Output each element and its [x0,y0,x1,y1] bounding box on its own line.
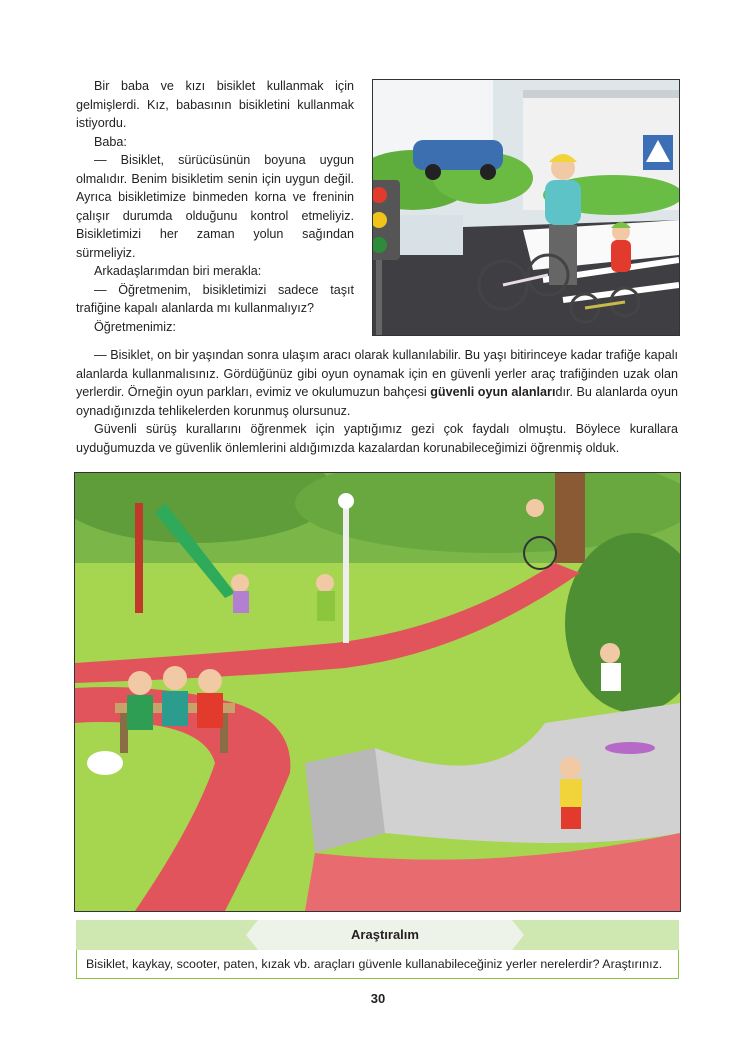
paragraph: Öğretmenimiz: [94,319,176,334]
bicycle-illustration [372,79,680,336]
paragraph: Arkadaşlarımdan biri merakla: [94,264,262,278]
main-text [76,346,678,457]
bicycle-scene-image [373,80,679,335]
paragraph-text: — Bisiklet, on bir yaşından sonra ulaşım aracı olarak kullanılabilir. Bu yaşı bitirinceye kadar trafiğe kapalı alanlarda kullanmalısınız. Gördüğünüz gibi oyun oynamak için en güvenli yerler araç trafiğinden uzak olan yerlerdir. Örneğin oyun parkları, evimiz ve okulumuzun bahçesi [76,348,678,399]
intro-column [76,77,354,336]
paragraph [76,346,678,420]
paragraph: — Bisiklet, sürücüsünün boyuna uygun olmalıdır. Benim bisikletim senin için uygun değil. Ayrıca bisikletimize binmeden korna ve freninin çalışır durumda olduğunu kontrol etmeliyiz. Bisikletimizi her zaman yolun sağından sürmeliyiz. [76,153,354,260]
bold-term: güvenli oyun alanları [430,385,556,399]
park-illustration [74,472,681,912]
paragraph: Baba: [94,134,127,149]
paragraph: Bir baba ve kızı bisiklet kullanmak için gelmişlerdi. Kız, babasının bisikletini kullanmak istiyordu. [76,79,354,130]
activity-title: Araştıralım [351,927,419,942]
page-number: 30 [370,991,386,1006]
activity-question: Bisiklet, kaykay, scooter, paten, kızak vb. araçları güvenle kullanabileceğiniz yerler nerelerdir? Araştırınız. [86,957,663,971]
park-scene-image [75,473,680,911]
paragraph: — Öğretmenim, bisikletimizi sadece taşıt trafiğine kapalı alanlarda mı kullanmalıyız? [76,282,354,315]
paragraph: Güvenli sürüş kurallarını öğrenmek için yaptığımız gezi çok faydalı olmuştu. Böylece kurallara uyduğumuzda ve güvenlik önlemlerini aldığımızda kazalardan korunabileceğimizi öğrenmiş olduk. [76,422,678,455]
paragraph-text: dır. Bu alanlarda oyun oynadığınızda tehlikelerden korunmuş olursunuz. [76,385,678,418]
